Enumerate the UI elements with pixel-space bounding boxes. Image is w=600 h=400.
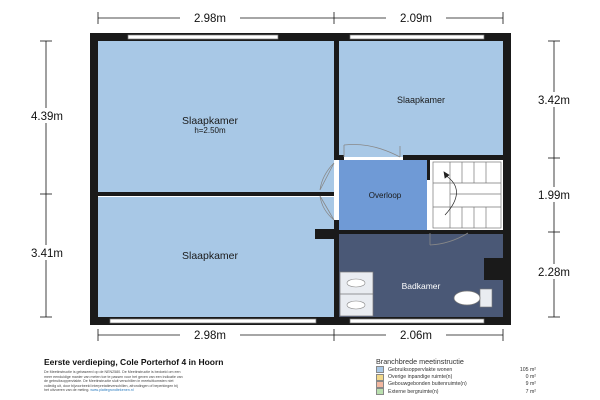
room-label-slaapkamer-3: Slaapkamer — [396, 95, 446, 105]
legend-item — [376, 366, 536, 373]
note-line-end: het uitvoeren van de meting. — [44, 388, 90, 393]
footer-info — [44, 357, 344, 393]
legend-label: Gebouwgebonden buitenruimte(n) — [388, 381, 467, 388]
legend-value: 0 m² — [525, 374, 536, 381]
legend-value: 9 m² — [525, 381, 536, 388]
legend-item — [376, 388, 536, 395]
dimension-left — [40, 41, 52, 317]
legend-item — [376, 373, 536, 380]
dim-bottom-left: 2.98m — [194, 330, 226, 342]
legend-value: 105 m² — [519, 366, 536, 373]
note-line: De Meetinstructie is gebaseerd op de NEN2580. De Meetinstructie is bedoeld om een — [44, 370, 181, 374]
legend-title: Branchbrede meetinstructie — [376, 357, 464, 366]
dim-right-top: 3.42m — [538, 95, 570, 107]
room-label-slaapkamer-1: Slaapkamer — [181, 115, 239, 127]
room-label-slaapkamer-2: Slaapkamer — [181, 250, 239, 262]
legend-value: 7 m² — [525, 388, 536, 395]
toilet — [480, 289, 492, 307]
legend-label: Gebruiksoppervlakte wonen — [388, 366, 453, 373]
legend — [376, 357, 536, 396]
legend-item — [376, 381, 536, 388]
legend-swatch — [376, 388, 384, 395]
note-line: de gebruiksoppervlakte. De Meetinstructie sluit verschillen in meetuitkomsten niet — [44, 379, 174, 384]
dim-left-bottom: 3.41m — [31, 248, 63, 260]
dim-top-left: 2.98m — [194, 13, 226, 25]
dim-right-bottom: 2.28m — [538, 267, 570, 279]
dim-right-middle: 1.99m — [538, 190, 570, 202]
note-line: volledig uit, door bijvoorbeeld interpretatieverschillen, afrondingen of beperkingen bij — [44, 383, 178, 388]
note-link[interactable]: www.plattegrondtekenen.nl — [90, 388, 134, 393]
legend-label: Externe bergruimte(n) — [388, 388, 439, 395]
legend-label: Overige inpandige ruimte(n) — [388, 374, 453, 381]
legend-swatch — [376, 381, 384, 388]
dim-top-right: 2.09m — [400, 13, 432, 25]
legend-swatch — [376, 366, 384, 373]
room-height-label: h=2.50m — [194, 126, 226, 135]
room-label-overloop: Overloop — [368, 191, 402, 200]
room-label-badkamer: Badkamer — [401, 281, 441, 291]
room-trap — [430, 160, 503, 231]
dim-bottom-right: 2.06m — [400, 330, 432, 342]
measurement-note — [44, 370, 259, 393]
dim-left-top: 4.39m — [31, 111, 63, 123]
plan-title: Eerste verdieping, Cole Porterhof 4 in Hoorn — [44, 357, 224, 367]
note-line — [44, 388, 259, 393]
note-line: meer eenduidige manier van meten toe te passen voor het geven van een indicatie van — [44, 374, 183, 379]
legend-swatch — [376, 374, 384, 381]
